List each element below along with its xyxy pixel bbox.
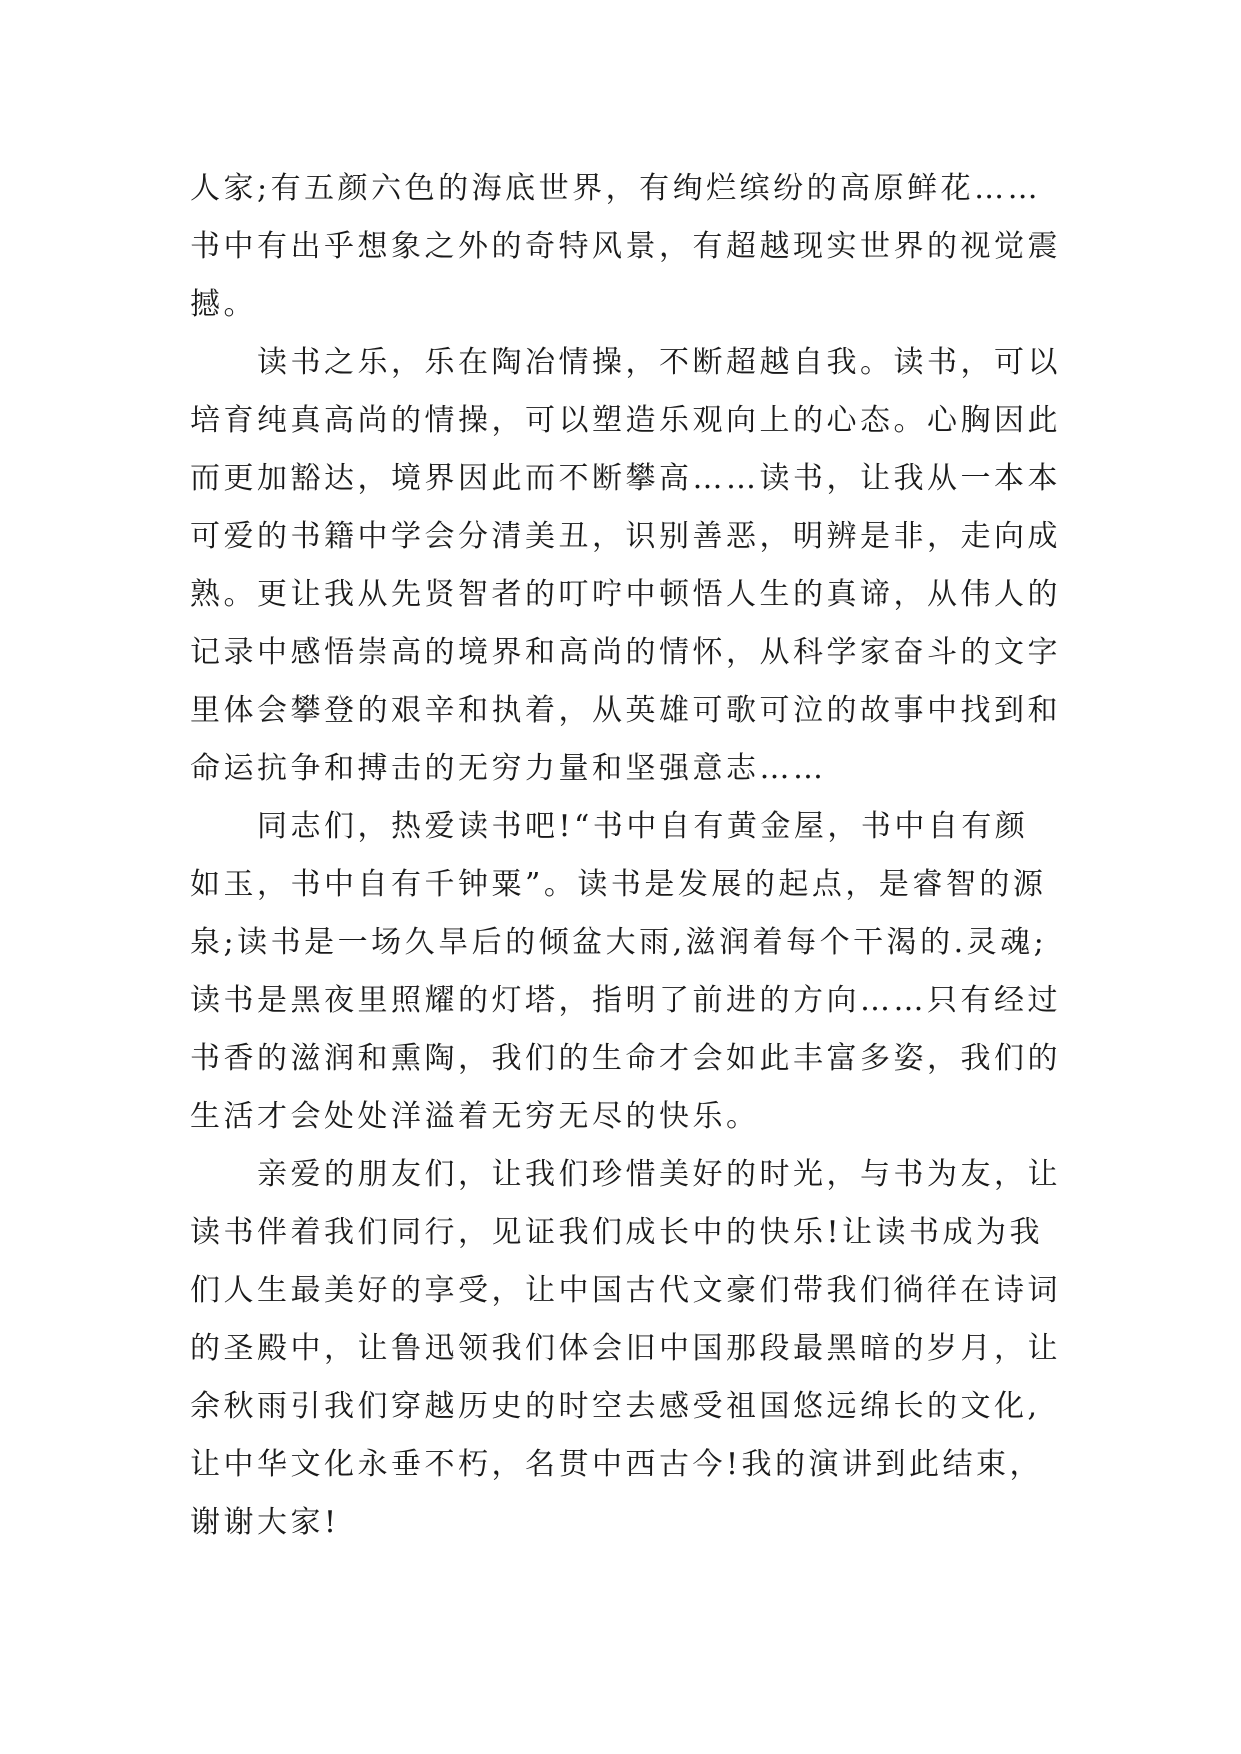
text-line: 熟。更让我从先贤智者的叮咛中顿悟人生的真谛，从伟人的 [190, 577, 1061, 612]
text-line: 而更加豁达，境界因此而不断攀高……读书，让我从一本本 [190, 461, 1061, 496]
text-line: 读书之乐，乐在陶冶情操，不断超越自我。读书，可以 [190, 345, 1061, 380]
text-line: 书香的滋润和熏陶，我们的生命才会如此丰富多姿，我们的 [190, 1041, 1061, 1076]
text-line: 同志们，热爱读书吧!“书中自有黄金屋，书中自有颜 [190, 809, 1029, 844]
text-line: 谢谢大家! [190, 1505, 340, 1540]
body-text [190, 160, 1070, 1552]
text-line: 撼。 [190, 287, 257, 322]
text-line: 的圣殿中，让鲁迅领我们体会旧中国那段最黑暗的岁月，让 [190, 1331, 1061, 1366]
text-line: 生活才会处处洋溢着无穷无尽的快乐。 [190, 1099, 760, 1134]
text-line: 读书伴着我们同行，见证我们成长中的快乐!让读书成为我 [190, 1215, 1044, 1250]
text-line: 书中有出乎想象之外的奇特风景，有超越现实世界的视觉震 [190, 229, 1061, 264]
text-line: 人家;有五颜六色的海底世界，有绚烂缤纷的高原鲜花…… [190, 171, 1042, 206]
text-line: 泉;读书是一场久旱后的倾盆大雨,滋润着每个干渴的.灵魂; [190, 925, 1048, 960]
text-line: 培育纯真高尚的情操，可以塑造乐观向上的心态。心胸因此 [190, 403, 1061, 438]
text-line: 亲爱的朋友们，让我们珍惜美好的时光，与书为友，让 [190, 1157, 1061, 1192]
text-line: 们人生最美好的享受，让中国古代文豪们带我们徜徉在诗词 [190, 1273, 1061, 1308]
text-line: 里体会攀登的艰辛和执着，从英雄可歌可泣的故事中找到和 [190, 693, 1061, 728]
text-line: 如玉，书中自有千钟粟”。读书是发展的起点，是睿智的源 [190, 867, 1047, 902]
text-line: 可爱的书籍中学会分清美丑，识别善恶，明辨是非，走向成 [190, 519, 1061, 554]
text-line: 余秋雨引我们穿越历史的时空去感受祖国悠远绵长的文化, [190, 1389, 1041, 1424]
text-line: 命运抗争和搏击的无穷力量和坚强意志…… [190, 751, 827, 786]
text-line: 读书是黑夜里照耀的灯塔，指明了前进的方向……只有经过 [190, 983, 1061, 1018]
text-line: 让中华文化永垂不朽，名贯中西古今!我的演讲到此结束， [190, 1447, 1044, 1482]
text-line: 记录中感悟崇高的境界和高尚的情怀，从科学家奋斗的文字 [190, 635, 1061, 670]
